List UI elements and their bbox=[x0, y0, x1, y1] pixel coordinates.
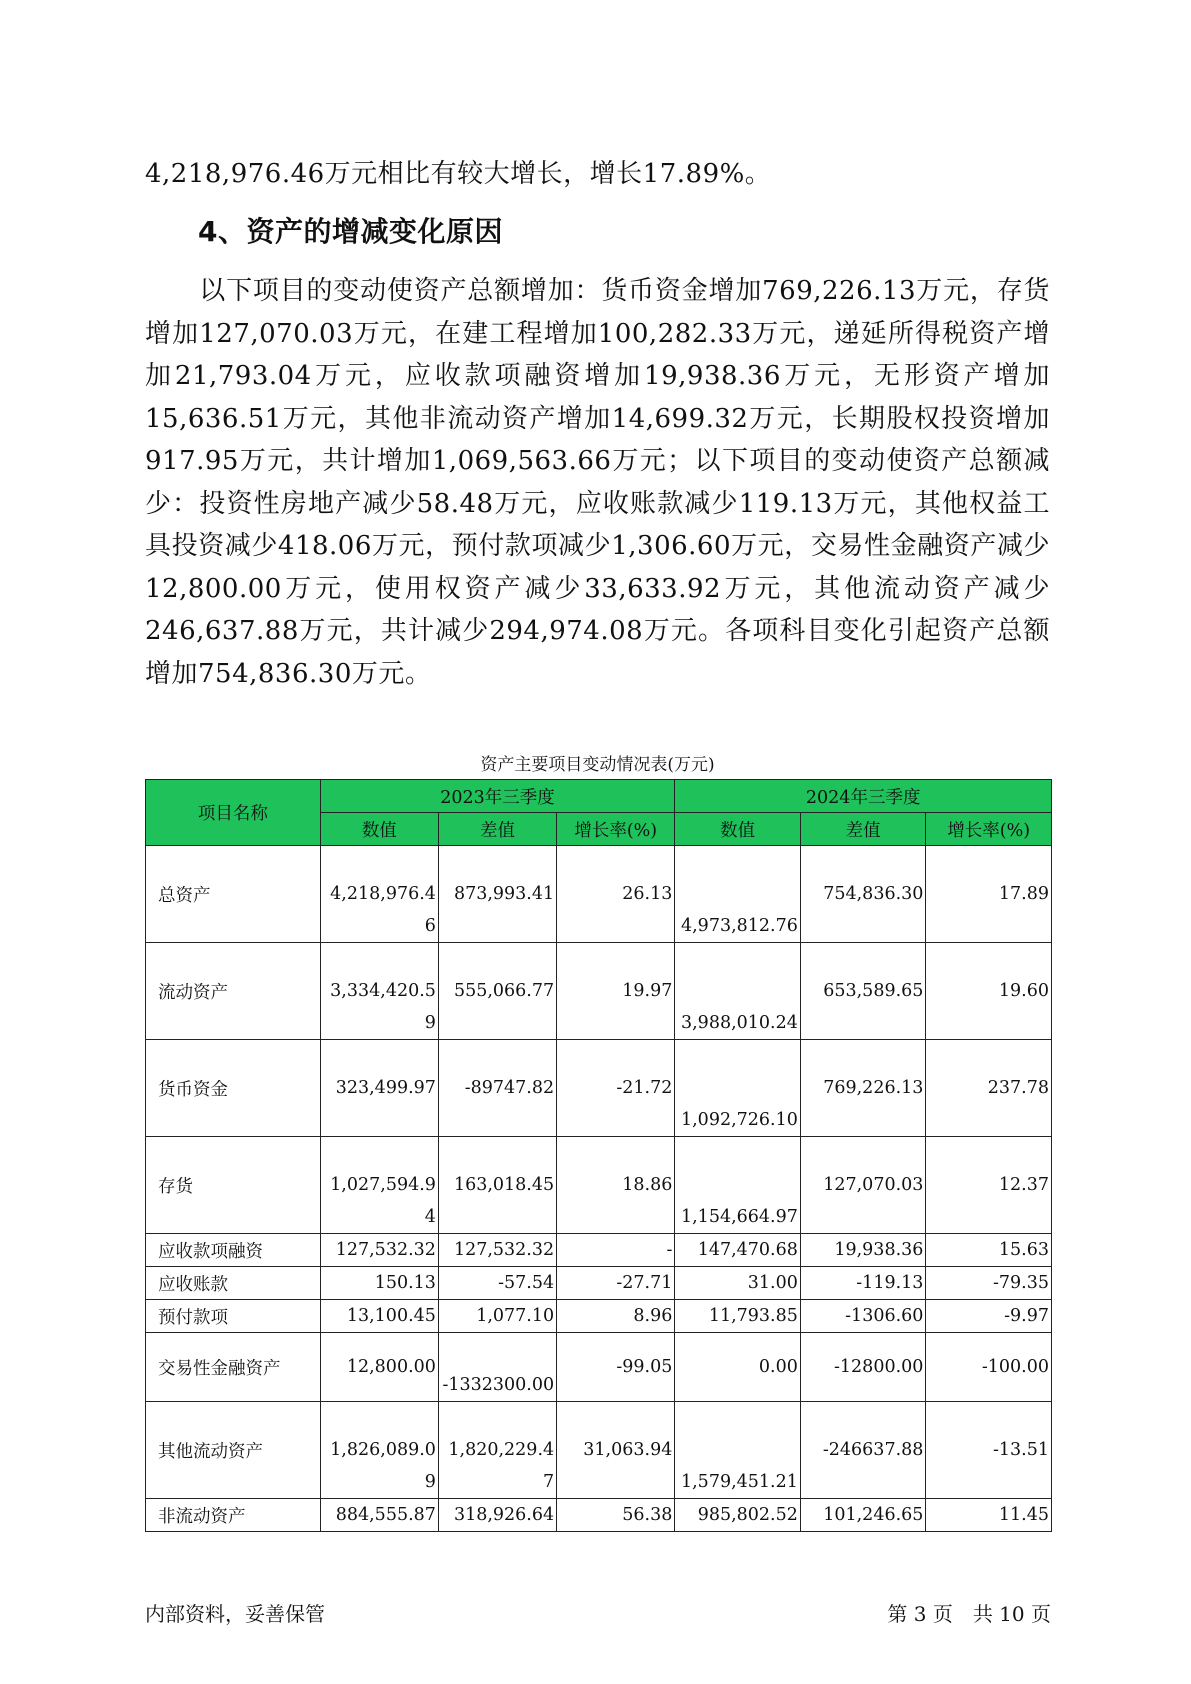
cell-value-2023: 3,334,420.59 bbox=[320, 943, 438, 1040]
cell-growth-2023: 56.38 bbox=[557, 1499, 675, 1532]
row-name: 存货 bbox=[146, 1137, 321, 1234]
header-growth-2024: 增长率(%) bbox=[926, 813, 1052, 846]
cell-growth-2023: 19.97 bbox=[557, 943, 675, 1040]
cell-diff-2023: -89747.82 bbox=[438, 1040, 556, 1137]
footer-confidential-note: 内部资料，妥善保管 bbox=[145, 1602, 325, 1626]
cell-value-2023: 323,499.97 bbox=[320, 1040, 438, 1137]
table-row bbox=[146, 1267, 1052, 1300]
footer-page-number: 第 3 页 共 10 页 bbox=[887, 1602, 1051, 1626]
cell-growth-2023: 18.86 bbox=[557, 1137, 675, 1234]
header-diff-2024: 差值 bbox=[800, 813, 926, 846]
cell-value-2024: 11,793.85 bbox=[675, 1300, 801, 1333]
header-item-name: 项目名称 bbox=[146, 780, 321, 846]
row-name: 非流动资产 bbox=[146, 1499, 321, 1532]
cell-growth-2024: -9.97 bbox=[926, 1300, 1052, 1333]
cell-growth-2024: 17.89 bbox=[926, 846, 1052, 943]
body-paragraph-text: 以下项目的变动使资产总额增加：货币资金增加769,226.13万元，存货增加127,070.03万元，在建工程增加100,282.33万元，递延所得税资产增加21,793.04万元，应收款项融资增加19,938.36万元，无形资产增加15,636.51万元，其他非流动资产增加14,699.32万元，长期股权投资增加917.95万元，共计增加1,069,563.66万元；以下项目的变动使资产总额减少：投资性房地产减少58.48万元，应收账款减少119.13万元，其他权益工具投资减少418.06万元，预付款项减少1,306.60万元，交易性金融资产减少12,800.00万元，使用权资产减少33,633.92万元，其他流动资产减少246,637.88万元，共计减少294,974.08万元。各项科目变化引起资产总额增加754,836.30万元。 bbox=[145, 276, 1050, 689]
cell-value-2023: 1,027,594.94 bbox=[320, 1137, 438, 1234]
cell-value-2024: 985,802.52 bbox=[675, 1499, 801, 1532]
table-row bbox=[146, 1137, 1052, 1234]
cell-diff-2023: 873,993.41 bbox=[438, 846, 556, 943]
cell-diff-2024: 19,938.36 bbox=[800, 1234, 926, 1267]
cell-diff-2023: 318,926.64 bbox=[438, 1499, 556, 1532]
table-row bbox=[146, 1300, 1052, 1333]
cell-value-2024: 1,154,664.97 bbox=[675, 1137, 801, 1234]
cell-value-2024: 4,973,812.76 bbox=[675, 846, 801, 943]
table-row bbox=[146, 943, 1052, 1040]
cell-growth-2023: 8.96 bbox=[557, 1300, 675, 1333]
cell-diff-2024: 101,246.65 bbox=[800, 1499, 926, 1532]
cell-growth-2023: - bbox=[557, 1234, 675, 1267]
row-name: 其他流动资产 bbox=[146, 1402, 321, 1499]
cell-diff-2023: 163,018.45 bbox=[438, 1137, 556, 1234]
cell-growth-2023: 26.13 bbox=[557, 846, 675, 943]
cell-value-2023: 1,826,089.09 bbox=[320, 1402, 438, 1499]
cell-value-2023: 150.13 bbox=[320, 1267, 438, 1300]
header-period-2023: 2023年三季度 bbox=[320, 780, 675, 813]
cell-diff-2023: -1332300.00 bbox=[438, 1333, 556, 1402]
cell-growth-2024: 11.45 bbox=[926, 1499, 1052, 1532]
table-caption: 资产主要项目变动情况表(万元) bbox=[480, 755, 715, 775]
cell-diff-2024: -1306.60 bbox=[800, 1300, 926, 1333]
cell-growth-2024: -100.00 bbox=[926, 1333, 1052, 1402]
cell-diff-2023: 1,077.10 bbox=[438, 1300, 556, 1333]
cell-value-2023: 127,532.32 bbox=[320, 1234, 438, 1267]
cell-diff-2023: -57.54 bbox=[438, 1267, 556, 1300]
header-growth-2023: 增长率(%) bbox=[557, 813, 675, 846]
cell-diff-2024: -12800.00 bbox=[800, 1333, 926, 1402]
cell-diff-2024: 127,070.03 bbox=[800, 1137, 926, 1234]
cell-diff-2023: 127,532.32 bbox=[438, 1234, 556, 1267]
paragraph-continuation: 4,218,976.46万元相比有较大增长，增长17.89%。 bbox=[145, 159, 772, 189]
cell-diff-2024: -119.13 bbox=[800, 1267, 926, 1300]
cell-growth-2024: 19.60 bbox=[926, 943, 1052, 1040]
cell-value-2024: 1,579,451.21 bbox=[675, 1402, 801, 1499]
cell-value-2024: 1,092,726.10 bbox=[675, 1040, 801, 1137]
cell-value-2024: 3,988,010.24 bbox=[675, 943, 801, 1040]
section-heading: 4、资产的增减变化原因 bbox=[198, 215, 503, 248]
cell-growth-2024: -13.51 bbox=[926, 1402, 1052, 1499]
header-value-2024: 数值 bbox=[675, 813, 801, 846]
cell-diff-2024: -246637.88 bbox=[800, 1402, 926, 1499]
table-row bbox=[146, 1499, 1052, 1532]
cell-value-2023: 13,100.45 bbox=[320, 1300, 438, 1333]
table-row bbox=[146, 1234, 1052, 1267]
cell-diff-2024: 653,589.65 bbox=[800, 943, 926, 1040]
table-row bbox=[146, 846, 1052, 943]
table-row bbox=[146, 1402, 1052, 1499]
body-paragraph bbox=[145, 270, 1050, 695]
cell-value-2024: 147,470.68 bbox=[675, 1234, 801, 1267]
table-row bbox=[146, 1333, 1052, 1402]
asset-change-table bbox=[145, 779, 1052, 1532]
row-name: 应收账款 bbox=[146, 1267, 321, 1300]
row-name: 应收款项融资 bbox=[146, 1234, 321, 1267]
cell-diff-2023: 555,066.77 bbox=[438, 943, 556, 1040]
header-value-2023: 数值 bbox=[320, 813, 438, 846]
header-period-2024: 2024年三季度 bbox=[675, 780, 1052, 813]
cell-growth-2023: -99.05 bbox=[557, 1333, 675, 1402]
table-row bbox=[146, 1040, 1052, 1137]
row-name: 流动资产 bbox=[146, 943, 321, 1040]
cell-diff-2024: 769,226.13 bbox=[800, 1040, 926, 1137]
header-diff-2023: 差值 bbox=[438, 813, 556, 846]
row-name: 预付款项 bbox=[146, 1300, 321, 1333]
cell-value-2023: 884,555.87 bbox=[320, 1499, 438, 1532]
cell-diff-2023: 1,820,229.47 bbox=[438, 1402, 556, 1499]
cell-growth-2024: 15.63 bbox=[926, 1234, 1052, 1267]
cell-growth-2023: -21.72 bbox=[557, 1040, 675, 1137]
cell-value-2023: 4,218,976.46 bbox=[320, 846, 438, 943]
cell-diff-2024: 754,836.30 bbox=[800, 846, 926, 943]
cell-growth-2024: 12.37 bbox=[926, 1137, 1052, 1234]
row-name: 货币资金 bbox=[146, 1040, 321, 1137]
cell-value-2024: 31.00 bbox=[675, 1267, 801, 1300]
cell-value-2023: 12,800.00 bbox=[320, 1333, 438, 1402]
cell-growth-2023: -27.71 bbox=[557, 1267, 675, 1300]
cell-growth-2024: -79.35 bbox=[926, 1267, 1052, 1300]
row-name: 总资产 bbox=[146, 846, 321, 943]
cell-growth-2024: 237.78 bbox=[926, 1040, 1052, 1137]
cell-growth-2023: 31,063.94 bbox=[557, 1402, 675, 1499]
cell-value-2024: 0.00 bbox=[675, 1333, 801, 1402]
row-name: 交易性金融资产 bbox=[146, 1333, 321, 1402]
